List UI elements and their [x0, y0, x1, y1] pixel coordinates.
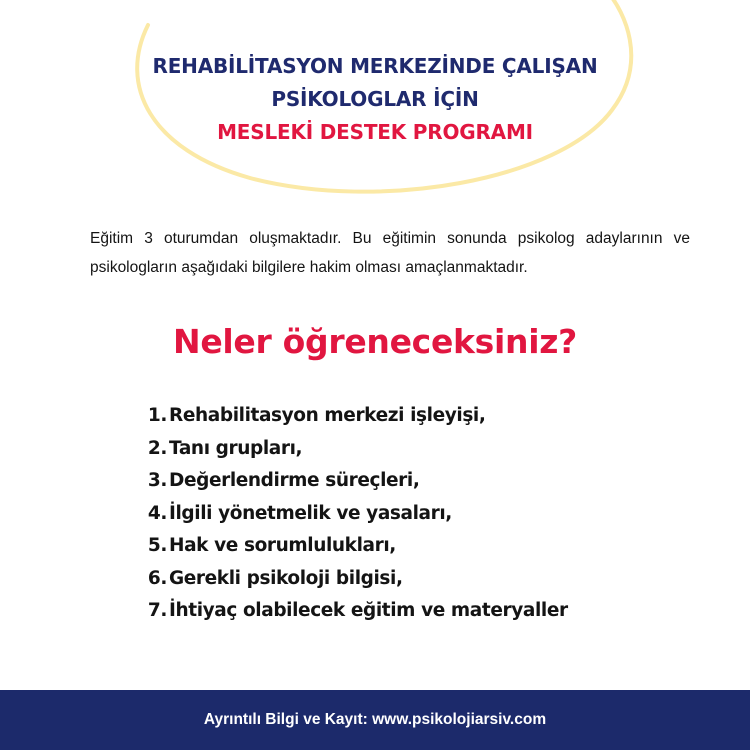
list-item: [140, 433, 568, 466]
item-number: 4.: [147, 502, 167, 524]
item-text: Gerekli psikoloji bilgisi,: [169, 567, 403, 589]
item-number: 3.: [147, 470, 167, 491]
item-number: 5.: [147, 535, 167, 556]
item-text: İhtiyaç olabilecek eğitim ve materyaller: [169, 600, 568, 621]
program-title: [0, 50, 750, 149]
item-text: Tanı grupları,: [169, 437, 303, 459]
list-item: [140, 400, 568, 433]
topics-list: [140, 400, 568, 628]
list-item: [140, 465, 568, 498]
item-number: 6.: [147, 567, 167, 589]
title-line-1: REHABİLİTASYON MERKEZİNDE ÇALIŞAN: [152, 54, 598, 78]
item-number: 1.: [147, 405, 167, 426]
footer-link-text[interactable]: Ayrıntılı Bilgi ve Kayıt: www.psikolojiarsiv.com: [203, 711, 547, 728]
title-line-2: PSİKOLOGLAR İÇİN: [271, 87, 479, 111]
list-item: [140, 530, 568, 563]
item-text: Değerlendirme süreçleri,: [169, 470, 420, 491]
item-text: Hak ve sorumlulukları,: [169, 535, 396, 556]
list-item: [140, 595, 568, 628]
section-heading: Neler öğreneceksiniz?: [173, 322, 577, 361]
list-item: [140, 498, 568, 531]
list-item: [140, 563, 568, 596]
title-line-3: MESLEKİ DESTEK PROGRAMI: [217, 120, 533, 144]
footer-bar: [0, 690, 750, 750]
item-number: 7.: [147, 600, 167, 621]
item-text: İlgili yönetmelik ve yasaları,: [169, 502, 452, 524]
item-number: 2.: [147, 437, 167, 459]
intro-paragraph: Eğitim 3 oturumdan oluşmaktadır. Bu eğitimin sonunda psikolog adaylarının ve psikologların aşağıdaki bilgilere hakim olması amaçlanmaktadır.: [90, 230, 690, 276]
item-text: Rehabilitasyon merkezi işleyişi,: [169, 405, 486, 426]
